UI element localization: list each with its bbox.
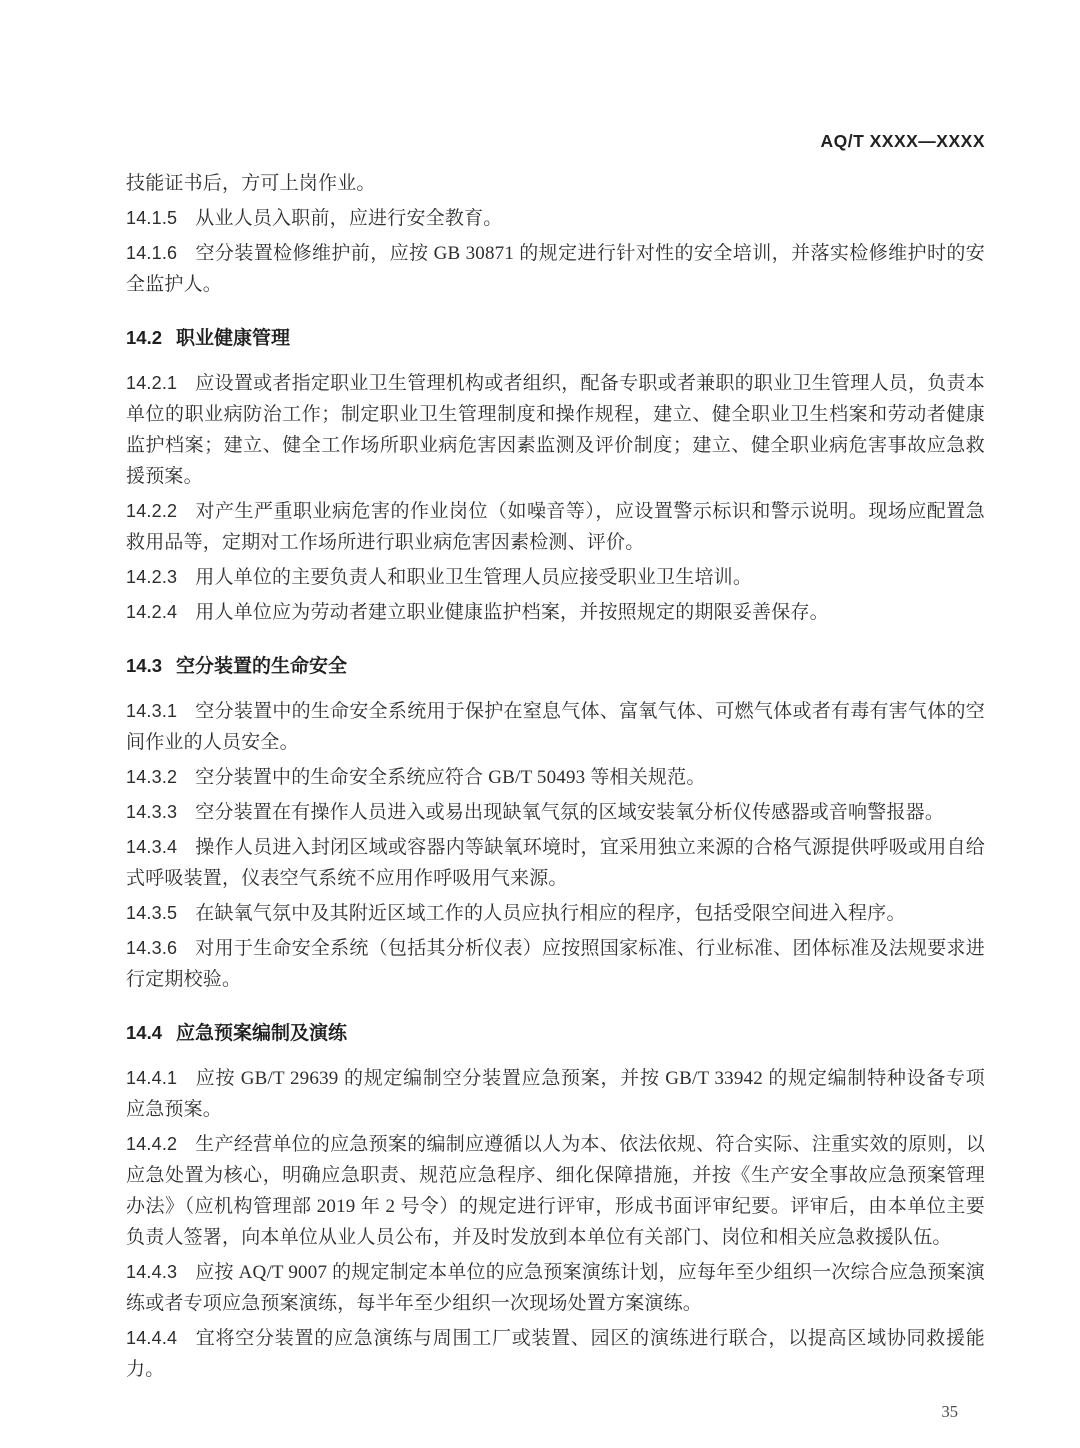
clause-text: 操作人员进入封闭区域或容器内等缺氧环境时，宜采用独立来源的合格气源提供呼吸或用自给式呼吸装置，仪表空气系统不应用作呼吸用气来源。 <box>126 837 985 889</box>
clause-14-3-4 <box>126 832 985 894</box>
clause-14-3-5 <box>126 898 985 929</box>
clause-14-3-1 <box>126 696 985 758</box>
clause-number: 14.4.2 <box>126 1134 178 1154</box>
clause-text: 应按 GB/T 29639 的规定编制空分装置应急预案，并按 GB/T 33942 的规定编制特种设备专项应急预案。 <box>126 1068 985 1120</box>
section-number: 14.2 <box>126 327 163 348</box>
page-number: 35 <box>941 1402 958 1421</box>
clause-text: 在缺氧气氛中及其附近区域工作的人员应执行相应的程序，包括受限空间进入程序。 <box>195 903 906 924</box>
clause-number: 14.3.2 <box>126 767 178 787</box>
clause-14-1-5 <box>126 203 985 234</box>
clause-text: 用人单位的主要负责人和职业卫生管理人员应接受职业卫生培训。 <box>195 567 753 588</box>
clause-number: 14.1.5 <box>126 208 178 228</box>
clause-text: 技能证书后，方可上岗作业。 <box>126 173 376 194</box>
clause-text: 对用于生命安全系统（包括其分析仪表）应按照国家标准、行业标准、团体标准及法规要求进行定期校验。 <box>126 938 985 990</box>
clause-14-1-6 <box>126 238 985 300</box>
clause-number: 14.1.6 <box>126 243 178 263</box>
document-body <box>126 168 985 1389</box>
clause-14-4-3 <box>126 1257 985 1319</box>
clause-text: 从业人员入职前，应进行安全教育。 <box>195 208 503 229</box>
clause-number: 14.3.6 <box>126 938 178 958</box>
clause-14-2-4 <box>126 597 985 628</box>
clause-text: 用人单位应为劳动者建立职业健康监护档案，并按照规定的期限妥善保存。 <box>195 602 829 623</box>
clause-14-3-2 <box>126 762 985 793</box>
clause-number: 14.3.3 <box>126 802 178 822</box>
section-number: 14.3 <box>126 655 163 676</box>
clause-number: 14.4.3 <box>126 1262 178 1282</box>
clause-text: 宜将空分装置的应急演练与周围工厂或装置、园区的演练进行联合，以提高区域协同救援能力。 <box>126 1328 985 1380</box>
section-heading-14-3 <box>126 652 985 681</box>
clause-14-2-3 <box>126 562 985 593</box>
clause-text: 应设置或者指定职业卫生管理机构或者组织，配备专职或者兼职的职业卫生管理人员，负责本单位的职业病防治工作；制定职业卫生管理制度和操作规程，建立、健全职业卫生档案和劳动者健康监护档案；建立、健全工作场所职业病危害因素监测及评价制度；建立、健全职业病危害事故应急救援预案。 <box>126 373 985 487</box>
clause-number: 14.2.4 <box>126 602 178 622</box>
section-title: 职业健康管理 <box>176 328 291 349</box>
clause-number: 14.2.1 <box>126 373 178 393</box>
clause-number: 14.3.4 <box>126 837 178 857</box>
clause-text: 空分装置中的生命安全系统用于保护在窒息气体、富氧气体、可燃气体或者有毒有害气体的空间作业的人员安全。 <box>126 701 985 753</box>
clause-14-4-4 <box>126 1323 985 1385</box>
clause-text: 空分装置检修维护前，应按 GB 30871 的规定进行针对性的安全培训，并落实检修维护时的安全监护人。 <box>126 243 985 295</box>
clause-14-4-2 <box>126 1129 985 1253</box>
clause-number: 14.3.1 <box>126 701 178 721</box>
clause-14-2-1 <box>126 368 985 492</box>
section-title: 应急预案编制及演练 <box>176 1023 348 1044</box>
clause-text: 生产经营单位的应急预案的编制应遵循以人为本、依法依规、符合实际、注重实效的原则，以应急处置为核心，明确应急职责、规范应急程序、细化保障措施，并按《生产安全事故应急预案管理办法》（应机构管理部 2019 年 2 号令）的规定进行评审，形成书面评审纪要。评审后，由本单位主要负责人签署，向本单位从业人员公布，并及时发放到本单位有关部门、岗位和相关应急救援队伍。 <box>126 1134 985 1248</box>
clause-number: 14.2.3 <box>126 567 178 587</box>
clause-number: 14.4.4 <box>126 1328 178 1348</box>
clause-text: 对产生严重职业病危害的作业岗位（如噪音等），应设置警示标识和警示说明。现场应配置急救用品等，定期对工作场所进行职业病危害因素检测、评价。 <box>126 501 985 553</box>
section-number: 14.4 <box>126 1022 163 1043</box>
clause-14-3-3 <box>126 797 985 828</box>
section-heading-14-2 <box>126 324 985 353</box>
clause-14-2-2 <box>126 496 985 558</box>
section-title: 空分装置的生命安全 <box>176 656 348 677</box>
clause-text: 应按 AQ/T 9007 的规定制定本单位的应急预案演练计划，应每年至少组织一次综合应急预案演练或者专项应急预案演练，每半年至少组织一次现场处置方案演练。 <box>126 1262 985 1314</box>
clause-text: 空分装置中的生命安全系统应符合 GB/T 50493 等相关规范。 <box>195 767 706 788</box>
clause-continuation <box>126 168 985 199</box>
clause-14-3-6 <box>126 933 985 995</box>
clause-14-4-1 <box>126 1063 985 1125</box>
clause-number: 14.2.2 <box>126 501 178 521</box>
clause-text: 空分装置在有操作人员进入或易出现缺氧气氛的区域安装氧分析仪传感器或音响警报器。 <box>195 802 945 823</box>
clause-number: 14.4.1 <box>126 1068 178 1088</box>
section-heading-14-4 <box>126 1019 985 1048</box>
standard-number-header: AQ/T XXXX—XXXX <box>820 131 985 151</box>
clause-number: 14.3.5 <box>126 903 178 923</box>
